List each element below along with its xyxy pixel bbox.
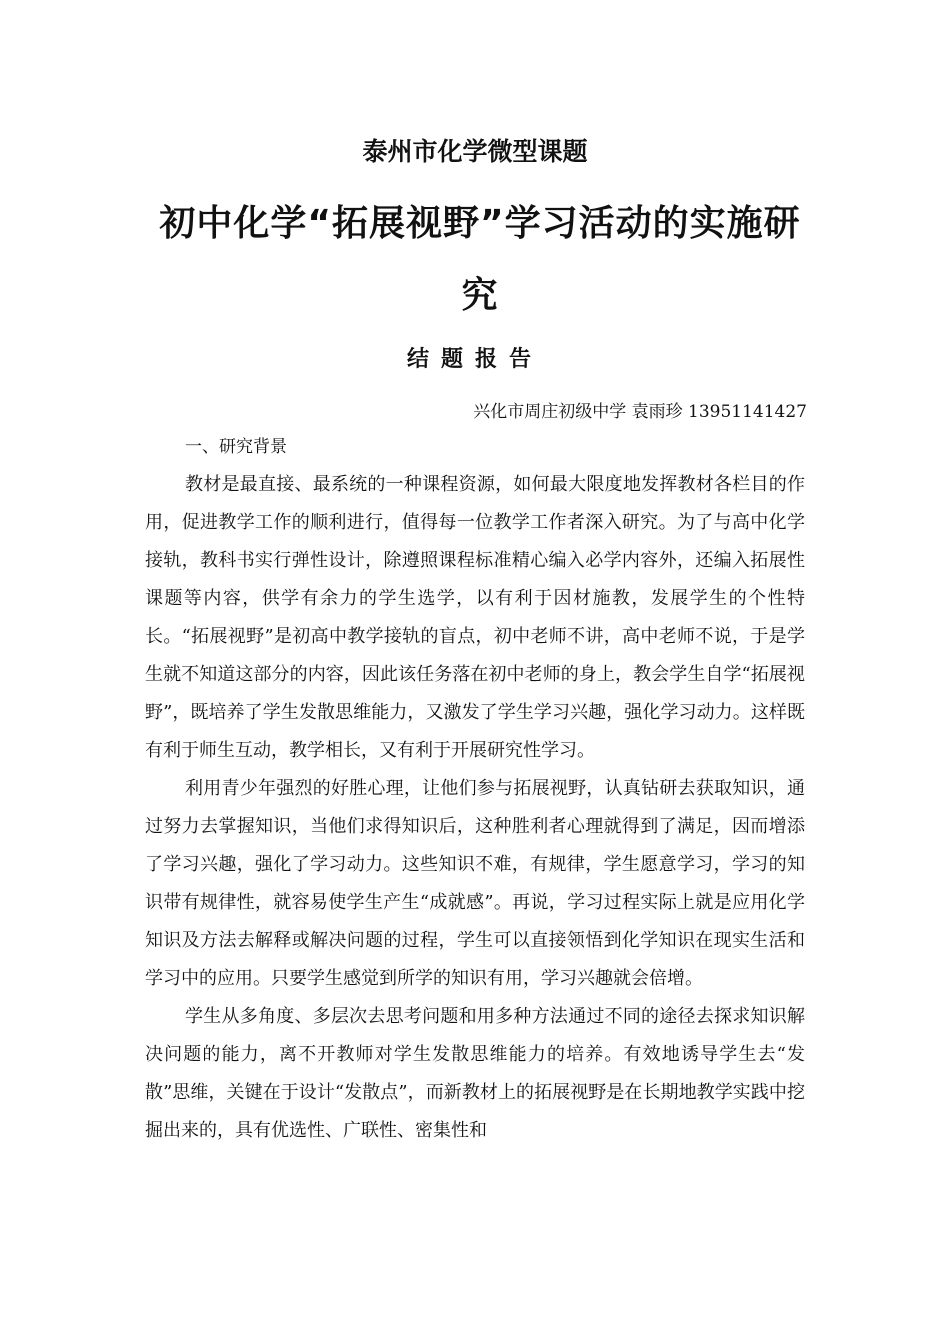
main-title: 初中化学“拓展视野”学习活动的实施研究 bbox=[159, 203, 801, 316]
series-title: 泰州市化学微型课题 bbox=[362, 137, 588, 166]
section-heading: 一、研究背景 bbox=[185, 437, 287, 457]
body-paragraph: 学生从多角度、多层次去思考问题和用多种方法通过不同的途径去探求知识解决问题的能力，离不开教师对学生发散思维能力的培养。有效地诱导学生去“发散”思维，关键在于设计“发散点”，而新教材上的拓展视野是在长期地教学实践中挖掘出来的，具有优选性、广联性、密集性和 bbox=[145, 1006, 805, 1141]
body-paragraph: 教材是最直接、最系统的一种课程资源，如何最大限度地发挥教材各栏目的作用，促进教学工作的顺利进行，值得每一位教学工作者深入研究。为了与高中化学接轨，教科书实行弹性设计，除遵照课程标准精心编入必学内容外，还编入拓展性课题等内容，供学有余力的学生选学，以有利于因材施教，发展学生的个性特长。“拓展视野”是初高中教学接轨的盲点，初中老师不讲，高中老师不说，于是学生就不知道这部分的内容，因此该任务落在初中老师的身上，教会学生自学“拓展视野”，既培养了学生发散思维能力，又激发了学生学习兴趣，强化学习动力。这样既有利于师生互动，教学相长，又有利于开展研究性学习。 bbox=[145, 474, 805, 761]
body-paragraph: 利用青少年强烈的好胜心理，让他们参与拓展视野，认真钻研去获取知识，通过努力去掌握知识，当他们求得知识后，这种胜利者心理就得到了满足，因而增添了学习兴趣，强化了学习动力。这些知识不难，有规律，学生愿意学习，学习的知识带有规律性，就容易使学生产生“成就感”。再说，学习过程实际上就是应用化学知识及方法去解释或解决问题的过程，学生可以直接领悟到化学知识在现实生活和学习中的应用。只要学生感觉到所学的知识有用，学习兴趣就会倍增。 bbox=[145, 778, 805, 989]
report-title: 结题报告 bbox=[406, 347, 543, 372]
author-line: 兴化市周庄初级中学 袁雨珍 13951141427 bbox=[473, 402, 807, 422]
document-body bbox=[145, 428, 805, 1150]
